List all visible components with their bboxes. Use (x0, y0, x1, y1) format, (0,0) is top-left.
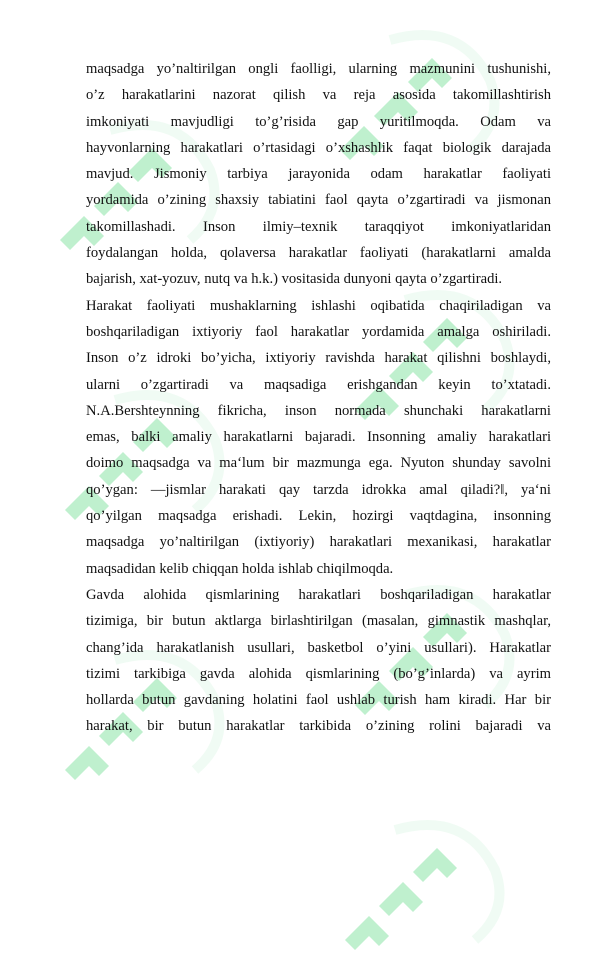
text-line: imkoniyati mavjudligi to’g’risida gap yuritilmoqda. Odam va (86, 113, 551, 130)
text-line: ularni o’zgartiradi va maqsadiga erishgandan keyin to’xtatadi. (86, 376, 551, 393)
ziyo-chevron-logo-icon (335, 790, 525, 980)
text-line: tizimiga, bir butun aktlarga birlashtirilgan (masalan, gimnastik mashqlar, (86, 613, 551, 630)
text-line: maqsadidan kelib chiqqan holda ishlab chiqilmoqda. (86, 560, 394, 577)
text-line: harakat, bir butun harakatlar tarkibida o’zining rolini bajaradi va (86, 718, 551, 735)
text-line: maqsadga yo’naltirilgan ongli faolligi, ularning mazmunini tushunishi, (86, 61, 551, 77)
text-line: hollarda butun gavdaning holatini faol ushlab turish ham kiradi. Har bir (86, 692, 551, 709)
text-line: doimo maqsadga va ma‘lum bir mazmunga ega. Nyuton shunday savolni (86, 455, 551, 472)
text-line: N.A.Bershteynning fikricha, inson normada shunchaki harakatlarni (86, 402, 551, 419)
text-line: qo’yilgan maqsadga erishadi. Lekin, hozirgi vaqtdagina, insonning (86, 508, 551, 525)
text-line: chang’ida harakatlanish usullari, basketbol o’yini usullari). Harakatlar (86, 639, 551, 656)
paragraph (86, 582, 551, 740)
text-line: yordamida o’zining shaxsiy tabiatini faol qayta o’zgartiradi va jismonan (86, 192, 551, 209)
text-line: tizimi tarkibiga gavda alohida qismlarining (bo’g’inlarda) va ayrim (86, 665, 551, 682)
text-line: Gavda alohida qismlarining harakatlari boshqariladigan harakatlar (86, 586, 551, 603)
paragraph (86, 56, 551, 293)
body-text (86, 56, 551, 740)
text-line: qo’ygan: ―jismlar harakati qay tarzda idrokka amal qiladi?‖, ya‘ni (86, 481, 551, 498)
text-line: boshqariladigan ixtiyoriy faol harakatlar yordamida amalga oshiriladi. (86, 323, 551, 340)
text-line: o’z harakatlarini nazorat qilish va reja asosida takomillashtirish (86, 87, 551, 104)
text-line: emas, balki amaliy harakatlarni bajaradi. Insonning amaliy harakatlari (86, 429, 551, 446)
text-line: hayvonlarning harakatlari o’rtasidagi o’xshashlik faqat biologik darajada (86, 139, 551, 156)
text-line: Harakat faoliyati mushaklarning ishlashi oqibatida chaqiriladigan va (86, 297, 551, 314)
text-line: bajarish, xat-yozuv, nutq va h.k.) vositasida dunyoni qayta o’zgartiradi. (86, 271, 503, 288)
paragraph (86, 293, 551, 582)
text-line: mavjud. Jismoniy tarbiya jarayonida odam harakatlar faoliyati (86, 166, 551, 183)
text-line: Inson o’z idroki bo’yicha, ixtiyoriy ravishda harakat qilishni boshlaydi, (86, 350, 551, 367)
text-line: takomillashadi. Inson ilmiy–texnik taraqqiyot imkoniyatlaridan (86, 218, 551, 235)
text-line: foydalangan holda, qolaversa harakatlar faoliyati (harakatlarni amalda (86, 245, 551, 262)
text-line: maqsadga yo’naltirilgan (ixtiyoriy) harakatlari mexanikasi, harakatlar (86, 534, 551, 551)
